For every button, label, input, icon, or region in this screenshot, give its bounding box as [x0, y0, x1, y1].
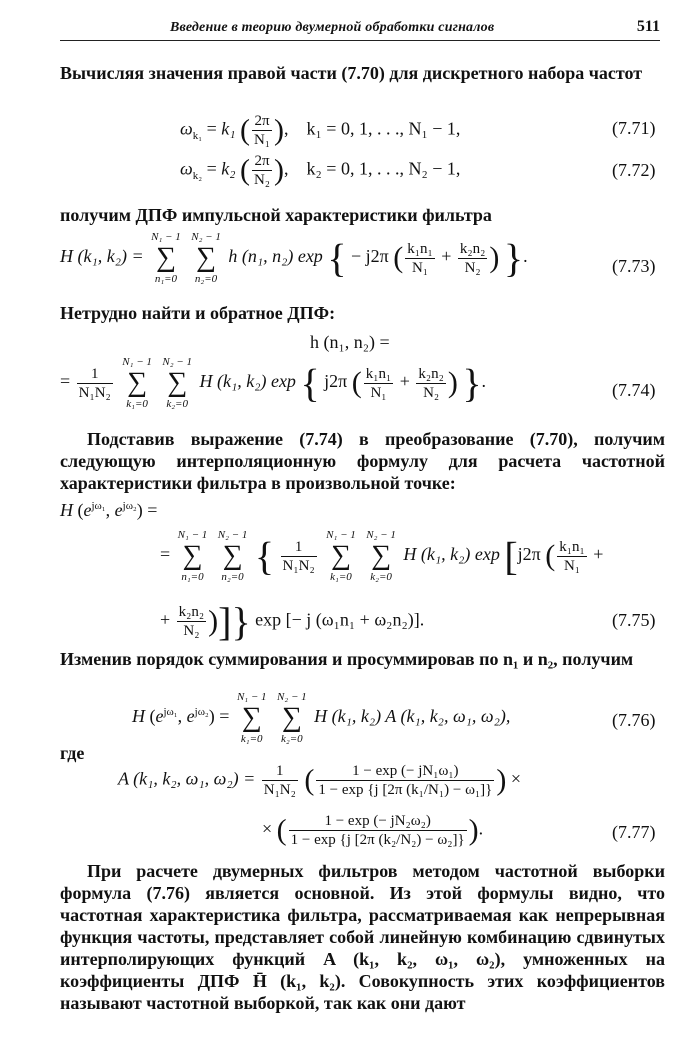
equation-7-76: H ($e^{j\omega_1}$, $e^{j\omega_2}$) = N₁ − 1 ∑ k₁=0 N₂ − 1 ∑ k₂=0 H (k₁, k₂) A (k₁, k₂, ω₁, ω₂),: [132, 691, 511, 745]
running-header: [60, 16, 660, 41]
equation-7-75-line2: = N₁ − 1 ∑ n₁=0 N₂ − 1 ∑ n₂=0 { $\frac{1}{\text{N₁N₂}}$ N₁ − 1 ∑ k₁=0 N₂ − 1 ∑ k₂=0 H (k₁, k₂) exp [j2π ( $\frac{\text{k₁n₁}}{\text{N₁}}$ +: [160, 529, 604, 583]
paragraph-interpolation: Подставив выражение (7.74) в преобразование (7.70), получим следующую интерполяционную формулу для расчета частотной характеристики фильтра в произвольной точке:: [60, 429, 665, 493]
equation-number-7-75: (7.75): [612, 610, 656, 630]
equation-number-7-73: (7.73): [612, 256, 656, 276]
equation-7-72: $\omega_{k_2} = k_2$ ( $\frac{2\pi}{\text{N₂}}$ ), k₂ = 0, 1, . . ., N₂ − 1,: [180, 153, 461, 188]
paragraph-reorder: Изменив порядок суммирования и просуммировав по n₁ и n₂, получим: [60, 649, 634, 669]
paragraph-where: где: [60, 743, 85, 763]
page-number: 511: [636, 18, 660, 35]
paragraph-intro: Вычисляя значения правой части (7.70) для дискретного набора частот: [60, 63, 643, 83]
equation-7-77-line2: × ( $\frac{\text{1 − exp (− jN₂ω₂)}}{\text{1 − exp \{j [2π (k₂/N₂) − ω₂]\}}}$ ).: [262, 813, 484, 848]
equation-7-75-line1: H ($e^{j\omega_1}$, $e^{j\omega_2}$) =: [60, 500, 158, 520]
equation-number-7-72: (7.72): [612, 160, 656, 180]
equation-number-7-71: (7.71): [612, 118, 656, 138]
equation-7-77-line1: A (k₁, k₂, ω₁, ω₂) = $\frac{1}{\text{N₁N₂}}$ ( $\frac{\text{1 − exp (− jN₁ω₁)}}{\text{1 − exp \{j [2π (k₁/N₁) − ω₁]\}}}$ ) ×: [118, 763, 522, 798]
equation-number-7-76: (7.76): [612, 710, 656, 730]
equation-7-74: = $\frac{1}{\text{N₁N₂}}$ N₁ − 1 ∑ k₁=0 N₂ − 1 ∑ k₂=0 H (k₁, k₂) exp { j2π ( $\frac{\text{k₁n₁}}{\text{N₁}}$ + $\frac{\text{k₂n₂}}{\text{N₂}}$ ) }.: [60, 356, 487, 410]
equation-7-75-line3: + $\frac{\text{k₂n₂}}{\text{N₂}}$ )]} exp [− j (ω₁n₁ + ω₂n₂)].: [160, 599, 425, 644]
equation-7-71: $\omega_{k_1} = k_1$ ( $\frac{2\pi}{\text{N₁}}$ ), k₁ = 0, 1, . . ., N₁ − 1,: [180, 113, 461, 148]
running-title: Введение в теорию двумерной обработки сигналов: [170, 20, 495, 35]
paragraph-conclusion: При расчете двумерных фильтров методом частотной выборки формула (7.76) является основной. Из этой формулы видно, что частотная характеристика фильтра, рассматриваемая как непрерывная функция частоты, представляет собой линейную комбинацию сдвинутых интерполирующих функций A (k₁, k₂, ω₁, ω₂), умноженных на коэффициенты ДПФ H̄ (k₁, k₂). Совокупность этих коэффициентов называют частотной выборкой, так как они дают: [60, 861, 665, 1013]
equation-7-73: H (k₁, k₂) = N₁ − 1 ∑ n₁=0 N₂ − 1 ∑ n₂=0 h (n₁, n₂) exp { − j2π ( $\frac{\text{k₁n₁}}{\text{N₁}}$ + $\frac{\text{k₂n₂}}{\text{N₂}}$ ) }.: [60, 231, 528, 285]
equation-number-7-74: (7.74): [612, 380, 656, 400]
paragraph-dft: получим ДПФ импульсной характеристики фильтра: [60, 205, 492, 225]
equation-7-74-line1: h (n₁, n₂) =: [310, 332, 390, 352]
paragraph-inverse: Нетрудно найти и обратное ДПФ:: [60, 303, 336, 323]
equation-number-7-77: (7.77): [612, 822, 656, 842]
